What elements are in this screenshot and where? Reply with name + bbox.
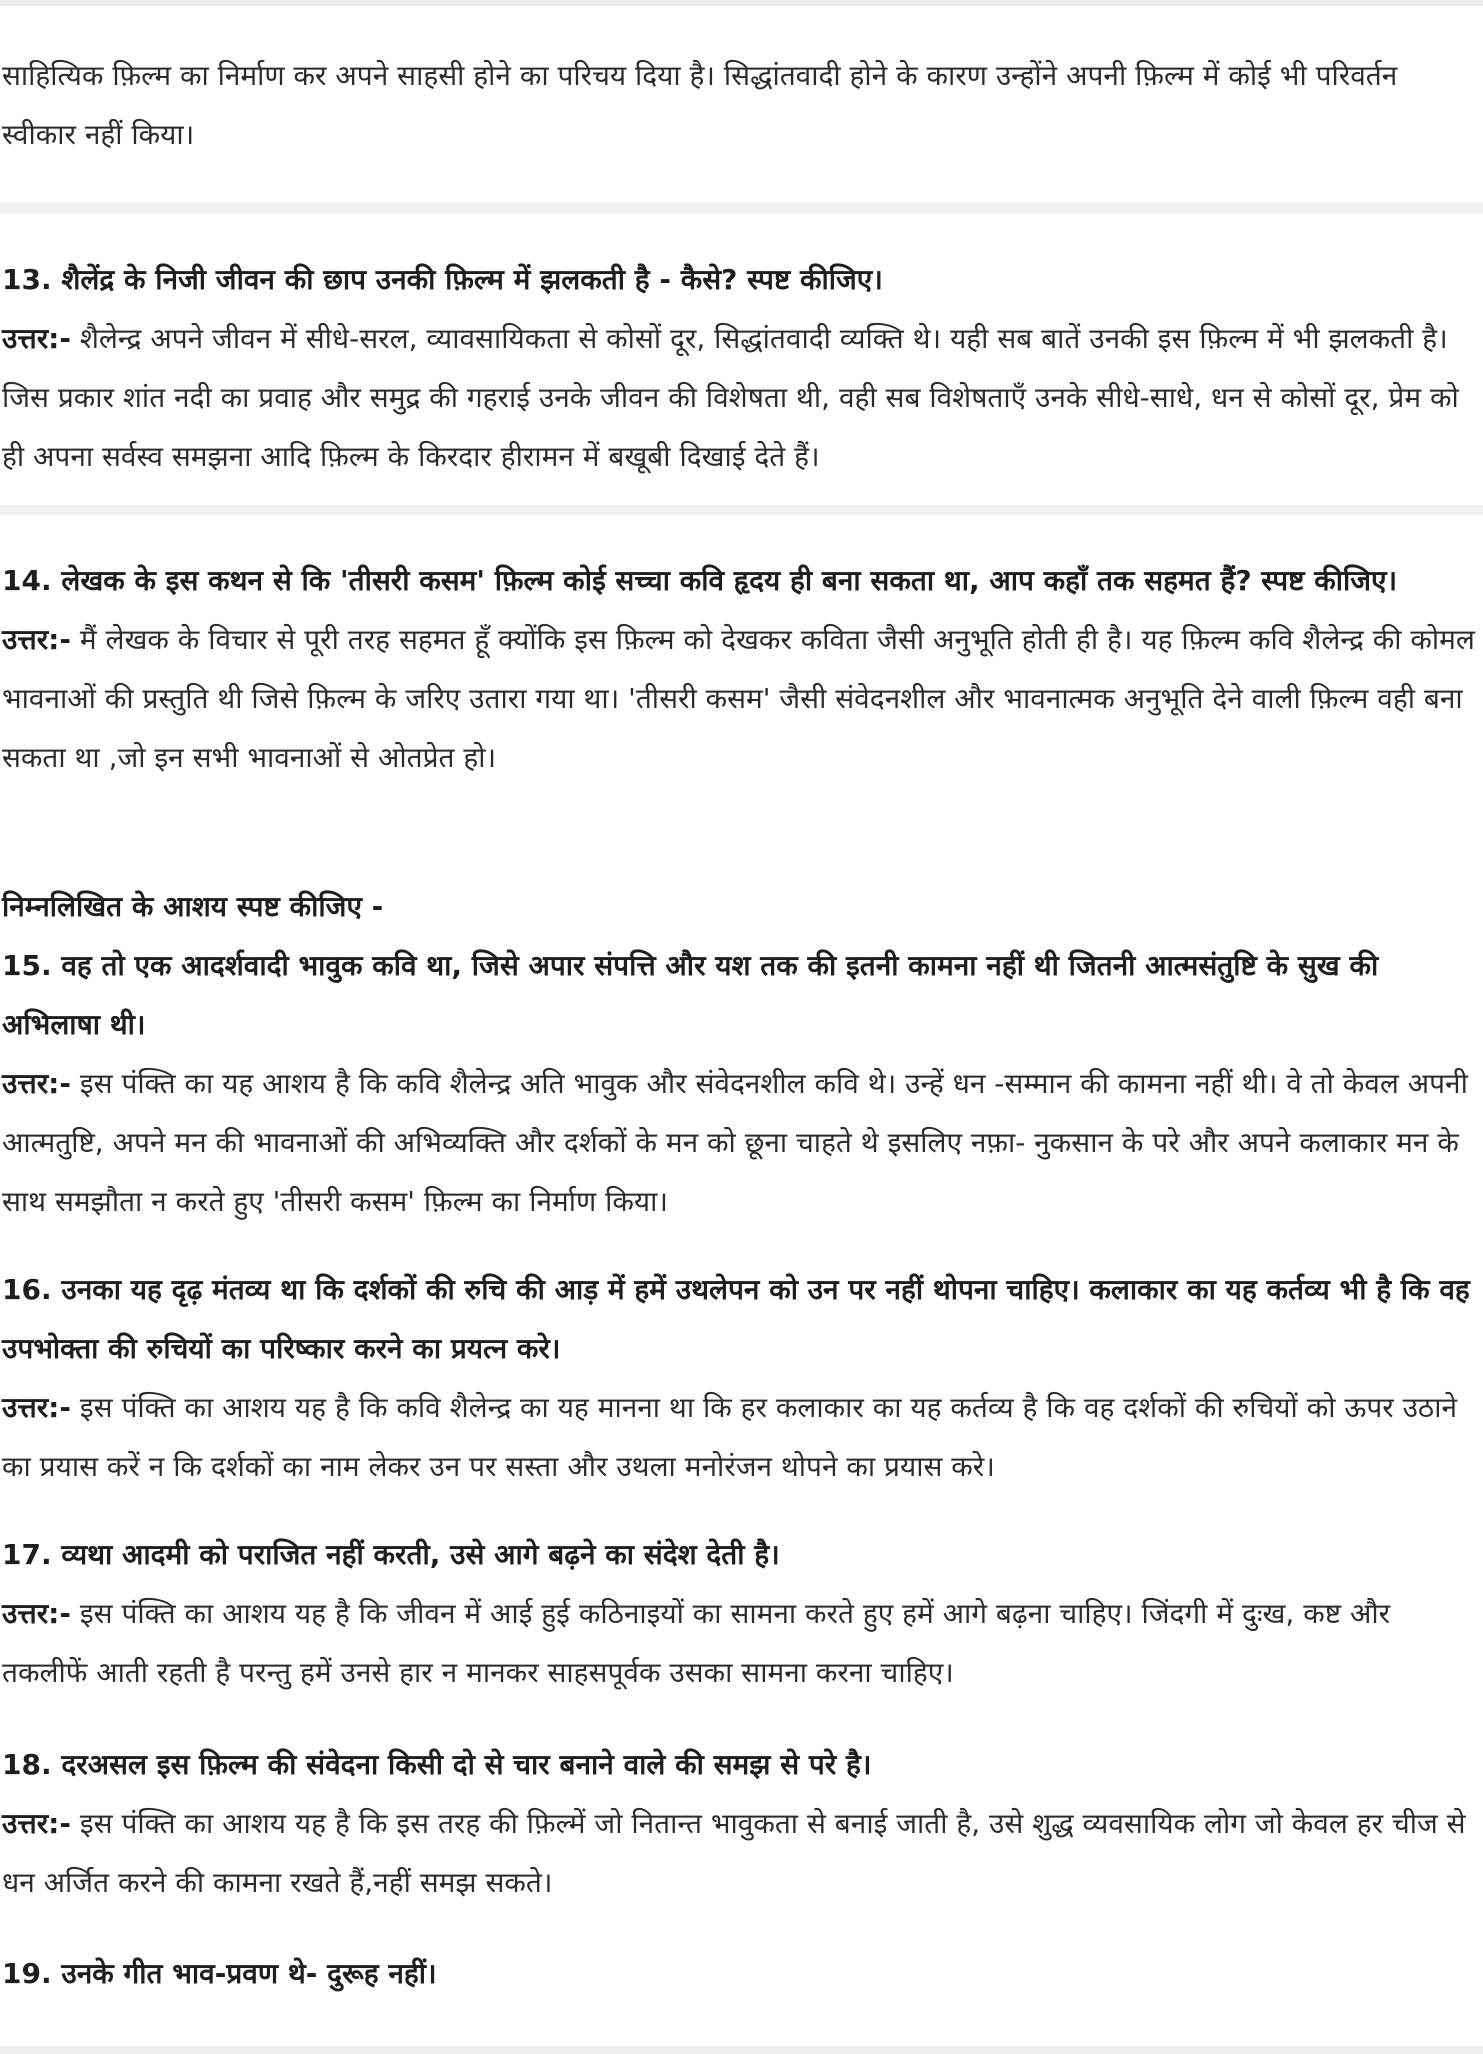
top-edge-band (0, 0, 1483, 6)
question-13: 13. शैलेंद्र के निजी जीवन की छाप उनकी फ़िल्म में झलकती है - कैसे? स्पष्ट कीजिए। (2, 263, 883, 296)
question-14: 14. लेखक के इस कथन से कि 'तीसरी कसम' फ़िल्म कोई सच्चा कवि हृदय ही बना सकता था, आप कहाँ तक सहमत हैं? स्पष्ट कीजिए। (2, 564, 1398, 597)
qa-block-15 (2, 877, 1478, 1231)
answer-15: इस पंक्ति का यह आशय है कि कवि शैलेन्द्र अति भावुक और संवेदनशील कवि थे। उन्हें धन -सम्मान की कामना नहीं थी। वे तो केवल अपनी आत्मतुष्टि, अपने मन की भावनाओं की अभिव्यक्ति और दर्शकों के मन को छूना चाहते थे इसलिए नफ़ा- नुकसान के परे और अपने कलाकार मन के साथ समझौता न करते हुए 'तीसरी कसम' फ़िल्म का निर्माण किया। (2, 1067, 1468, 1218)
answer-17: इस पंक्ति का आशय यह है कि जीवन में आई हुई कठिनाइयों का सामना करते हुए हमें आगे बढ़ना चाहिए। जिंदगी में दुःख, कष्ट और तकलीफें आती रहती है परन्तु हमें उनसे हार न मानकर साहसपूर्वक उसका सामना करना चाहिए। (2, 1597, 1391, 1689)
qa-block-17 (2, 1525, 1478, 1702)
answer-label: उत्तर:- (2, 1391, 71, 1424)
answer-label: उत्तर:- (2, 322, 71, 355)
question-17: 17. व्यथा आदमी को पराजित नहीं करती, उसे आगे बढ़ने का संदेश देती है। (2, 1538, 780, 1571)
answer-13: शैलेन्द्र अपने जीवन में सीधे-सरल, व्यावसायिकता से कोसों दूर, सिद्धांतवादी व्यक्ति थे। यही सब बातें उनकी इस फ़िल्म में भी झलकती है। जिस प्रकार शांत नदी का प्रवाह और समुद्र की गहराई उनके जीवन की विशेषता थी, वही सब विशेषताएँ उनके सीधे-साधे, धन से कोसों दूर, प्रेम को ही अपना सर्वस्व समझना आदि फ़िल्म के किरदार हीरामन में बखूबी दिखाई देते हैं। (2, 322, 1459, 473)
question-18: 18. दरअसल इस फ़िल्म की संवेदना किसी दो से चार बनाने वाले की समझ से परे है। (2, 1748, 872, 1781)
qa-block-13 (2, 250, 1478, 486)
qa-block-14 (2, 551, 1478, 787)
answer-label: उत्तर:- (2, 1597, 71, 1630)
section-separator (0, 505, 1483, 515)
bottom-edge-band (0, 2046, 1483, 2054)
qa-block-18 (2, 1735, 1478, 1912)
qa-block-16 (2, 1260, 1478, 1496)
intro-paragraph (2, 46, 1478, 164)
answer-label: उत्तर:- (2, 1067, 71, 1100)
question-16: 16. उनका यह दृढ़ मंतव्य था कि दर्शकों की रुचि की आड़ में हमें उथलेपन को उन पर नहीं थोपना चाहिए। कलाकार का यह कर्तव्य भी है कि वह उपभोक्ता की रुचियों का परिष्कार करने का प्रयत्न करे। (2, 1273, 1470, 1365)
section-separator (0, 203, 1483, 213)
answer-label: उत्तर:- (2, 1807, 71, 1840)
answer-18: इस पंक्ति का आशय यह है कि इस तरह की फ़िल्में जो नितान्त भावुकता से बनाई जाती है, उसे शुद्ध व्यवसायिक लोग जो केवल हर चीज से धन अर्जित करने की कामना रखते हैं,नहीं समझ सकते। (2, 1807, 1466, 1899)
answer-14: मैं लेखक के विचार से पूरी तरह सहमत हूँ क्योंकि इस फ़िल्म को देखकर कविता जैसी अनुभूति होती ही है। यह फ़िल्म कवि शैलेन्द्र की कोमल भावनाओं की प्रस्तुति थी जिसे फ़िल्म के जरिए उतारा गया था। 'तीसरी कसम' जैसी संवेदनशील और भावनात्मक अनुभूति देने वाली फ़िल्म वही बना सकता था ,जो इन सभी भावनाओं से ओतप्रेत हो। (2, 623, 1475, 774)
answer-label: उत्तर:- (2, 623, 71, 656)
qa-block-19 (2, 1944, 1478, 2003)
intro-text: साहित्यिक फ़िल्म का निर्माण कर अपने साहसी होने का परिचय दिया है। सिद्धांतवादी होने के कारण उन्होंने अपनी फ़िल्म में कोई भी परिवर्तन स्वीकार नहीं किया। (2, 59, 1398, 151)
answer-16: इस पंक्ति का आशय यह है कि कवि शैलेन्द्र का यह मानना था कि हर कलाकार का यह कर्तव्य है कि वह दर्शकों की रुचियों को ऊपर उठाने का प्रयास करें न कि दर्शकों का नाम लेकर उन पर सस्ता और उथला मनोरंजन थोपने का प्रयास करे। (2, 1391, 1457, 1483)
question-19: 19. उनके गीत भाव-प्रवण थे- दुरूह नहीं। (2, 1957, 437, 1990)
section-heading: निम्नलिखित के आशय स्पष्ट कीजिए - (2, 890, 384, 923)
question-15: 15. वह तो एक आदर्शवादी भावुक कवि था, जिसे अपार संपत्ति और यश तक की इतनी कामना नहीं थी जितनी आत्मसंतुष्टि के सुख की अभिलाषा थी। (2, 949, 1379, 1041)
